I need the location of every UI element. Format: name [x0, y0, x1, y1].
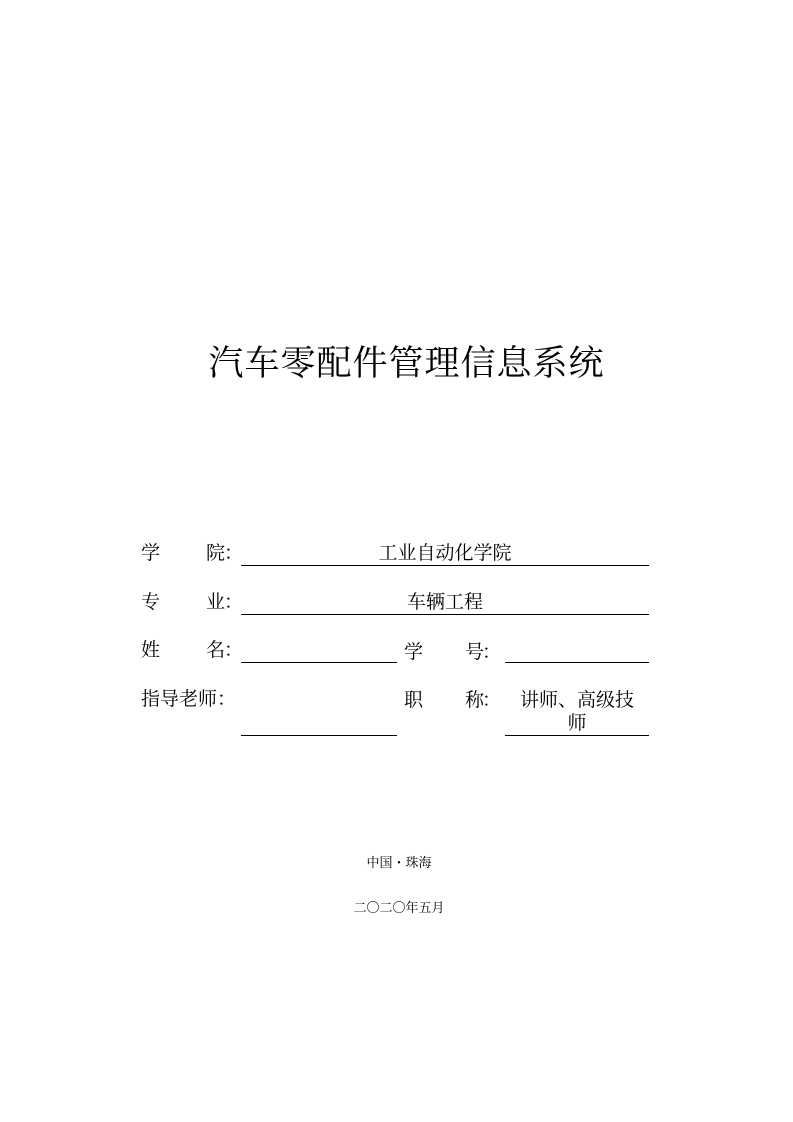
major-value: 车辆工程 [406, 591, 483, 613]
college-label-char-2: 院 [205, 542, 225, 564]
rank-value-line-1: 讲师、高级技 [519, 689, 634, 711]
name-label [141, 638, 225, 662]
college-value: 工业自动化学院 [378, 542, 512, 564]
rank-underline [505, 735, 649, 736]
advisor-label [141, 687, 236, 711]
college-colon: ： [224, 542, 244, 564]
college-underline [241, 565, 649, 566]
college-label-char-1: 学 [141, 542, 161, 564]
document-title: 汽车零配件管理信息系统 [208, 344, 605, 384]
name-label-char-2: 名 [205, 639, 225, 661]
rank-label-char-1: 职 [404, 689, 424, 711]
major-label-char-2: 业 [205, 591, 225, 613]
rank-label [404, 688, 484, 712]
rank-colon: ： [482, 689, 502, 711]
student-id-label [404, 640, 484, 664]
major-underline [241, 614, 649, 615]
major-colon: ： [224, 591, 244, 613]
advisor-colon: ： [217, 688, 237, 710]
advisor-underline [241, 735, 397, 736]
name-label-char-1: 姓 [141, 639, 161, 661]
student-id-underline [505, 662, 649, 663]
rank-label-char-2: 称 [464, 689, 484, 711]
name-underline [241, 662, 397, 663]
location-text: 中国・珠海 [366, 856, 432, 871]
student-id-colon: ： [482, 641, 502, 663]
advisor-label-text: 指导老师 [141, 688, 218, 710]
major-label-char-1: 专 [141, 591, 161, 613]
name-colon: ： [224, 639, 244, 661]
date-text: 二〇二〇年五月 [353, 901, 445, 916]
college-label [141, 541, 225, 565]
student-id-label-char-1: 学 [404, 641, 424, 663]
student-id-label-char-2: 号 [464, 641, 484, 663]
major-label [141, 590, 225, 614]
rank-value-line-2: 师 [567, 712, 587, 734]
